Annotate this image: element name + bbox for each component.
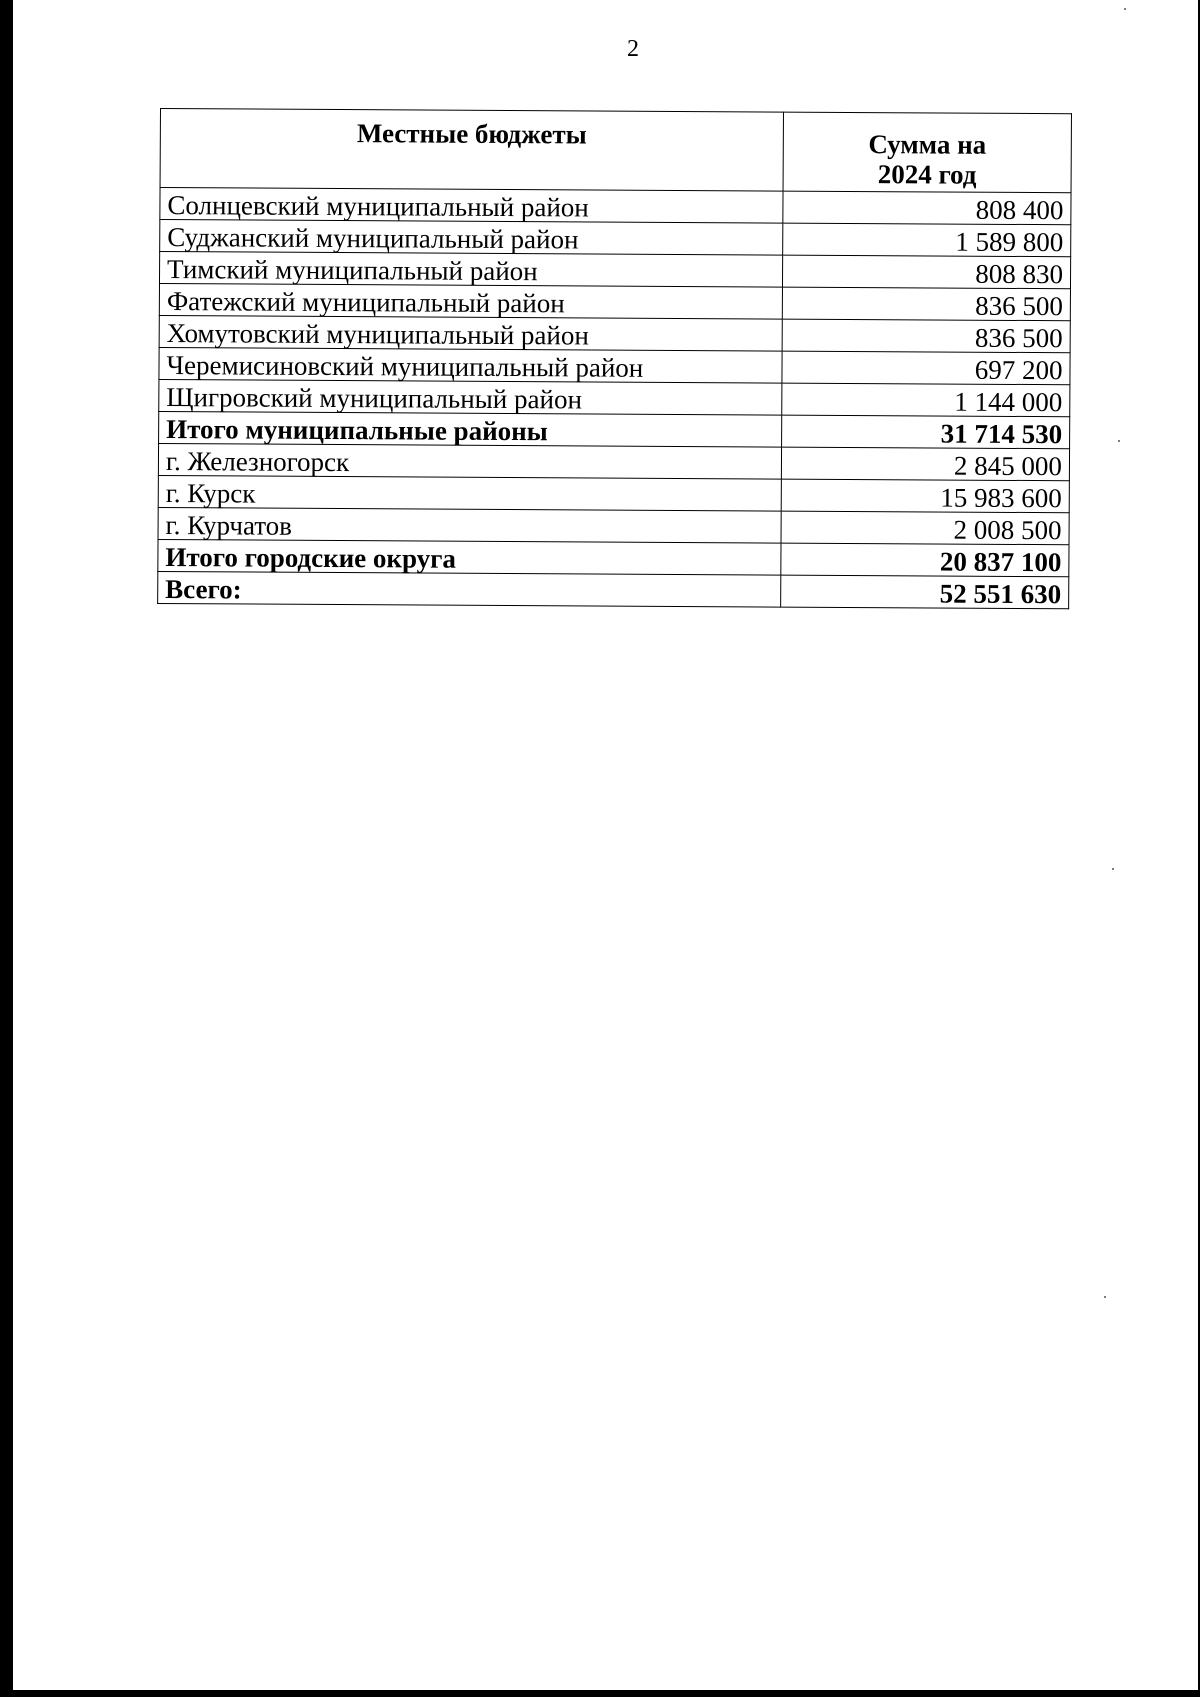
scan-speck [1112,868,1114,870]
table-header-row [160,109,1071,193]
scan-left-edge [0,0,13,1697]
table-row [159,252,1070,289]
budget-sum-cell: 31 714 530 [782,415,1070,449]
scan-speck [1118,440,1120,442]
budget-sum-cell: 52 551 630 [781,575,1069,609]
table-body [158,188,1071,609]
budget-sum-cell: 836 500 [782,319,1070,353]
budget-sum-cell: 808 400 [783,191,1071,225]
table-row [160,188,1071,225]
table-total-row [158,539,1069,576]
table-row [158,507,1069,544]
budget-name-cell: Хомутовский муниципальный район [159,315,782,351]
budget-table [157,108,1072,609]
budget-sum-cell: 697 200 [782,351,1070,385]
table-row [159,347,1070,384]
budget-sum-cell: 808 830 [782,255,1070,289]
header-local-budgets: Местные бюджеты [160,109,783,192]
table-row [158,475,1069,512]
budget-sum-cell: 20 837 100 [781,543,1069,577]
table-total-row [159,411,1070,448]
budget-sum-cell: 836 500 [782,287,1070,321]
budget-sum-cell: 2 845 000 [781,447,1069,481]
budget-name-cell: Солнцевский муниципальный район [160,188,783,224]
table-row [159,283,1070,320]
budget-name-cell: Всего: [158,571,781,607]
header-sum-2024 [783,112,1071,193]
budget-sum-cell: 1 589 800 [783,223,1071,257]
budget-name-cell: Черемисиновский муниципальный район [159,347,782,383]
budget-name-cell: Суджанский муниципальный район [160,220,783,256]
scan-bottom-edge [0,1690,1200,1697]
budget-name-cell: Итого городские округа [158,539,781,575]
budget-sum-cell: 15 983 600 [781,479,1069,513]
scan-speck [1104,1296,1106,1298]
budget-sum-cell: 1 144 000 [782,383,1070,417]
budget-name-cell: Щигровский муниципальный район [159,379,782,415]
table-row [158,443,1069,480]
header-sum-line1: Сумма на [868,129,987,160]
page-number: 2 [627,36,639,62]
budget-name-cell: Фатежский муниципальный район [159,283,782,319]
table-row [159,315,1070,352]
budget-sum-cell: 2 008 500 [781,511,1069,545]
budget-name-cell: г. Курск [158,475,781,511]
budget-name-cell: Итого муниципальные районы [159,411,782,447]
header-sum-line2: 2024 год [877,159,977,190]
budget-name-cell: г. Курчатов [158,507,781,543]
budget-name-cell: Тимский муниципальный район [159,252,782,288]
table-total-row [158,571,1069,608]
budget-name-cell: г. Железногорск [158,443,781,479]
table-row [159,379,1070,416]
table-row [160,220,1071,257]
scan-speck [1124,8,1126,10]
